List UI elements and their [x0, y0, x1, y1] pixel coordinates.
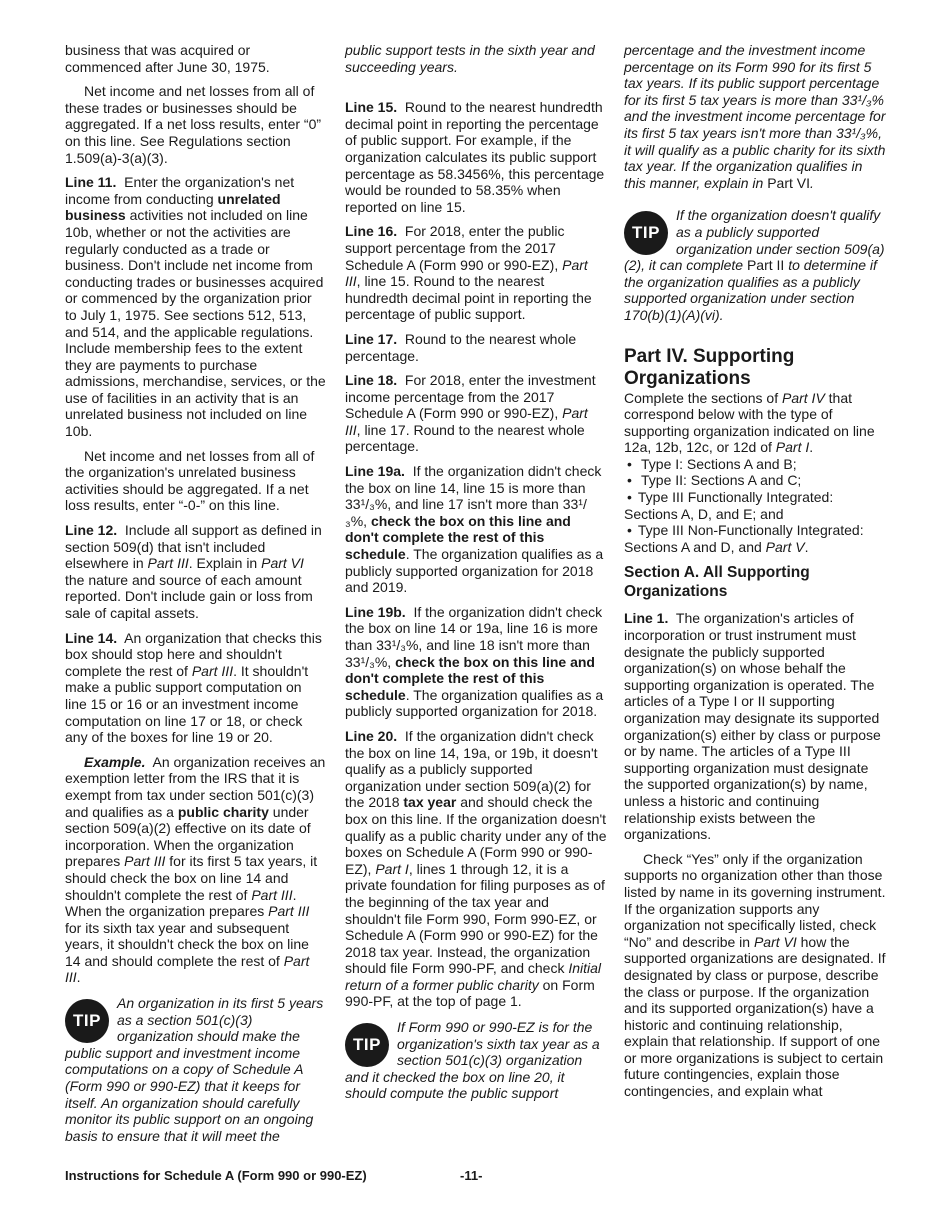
part-iv-heading: Part IV. Supporting Organizations — [624, 345, 795, 389]
tip-box — [624, 207, 886, 323]
line-label: Line 17. — [345, 330, 398, 347]
tip-box — [65, 995, 327, 1144]
tip-text: An organization in its first 5 years as a section 501(c)(3) organization should make the public support and investment income computations on a copy of Schedule A (Form 990 or 990-EZ) that it keeps for itself. An organization should carefully monitor its public support on an ongoing basis to ensure that it will meet the — [65, 995, 324, 1144]
column-2 — [345, 42, 607, 1110]
line-label: Line 16. — [345, 223, 398, 240]
tip-icon: TIP — [65, 999, 109, 1043]
line-18-paragraph: Line 18. For 2018, enter the investment income percentage from the 2017 Schedule A (Form 990 or 990-EZ), Part III, line 17. Round to the nearest whole percentage. — [345, 372, 596, 455]
tip-text: If the organization doesn't qualify as a publicly supported organization under section 509(a)(2), it can complete Part II to determine if the organization qualifies as a publicly supported organization under section 170(b)(1)(A)(vi). — [624, 207, 885, 323]
section-a-heading: Section A. All Supporting Organizations — [624, 564, 810, 601]
line-label: Line 1. — [624, 610, 669, 627]
line-label: Line 11. — [65, 174, 117, 191]
line-label: Line 15. — [345, 99, 398, 116]
line-11-paragraph: Line 11. Enter the organization's net income from conducting unrelated business activities not included on line 10b, whether or not the activities are regularly conducted as a trade or business. Don't include net income from conducting trades or businesses acquired or commenced by the organization prior to July 1, 1975. See sections 512, 513, and 514, and the applicable regulations. Include membership fees to the extent they are payments to purchase admissions, merchandise, services, or the use of facilities in an activity that is an unrelated business not included on line 10b. — [65, 174, 326, 440]
line-1-paragraph: Line 1. The organization's articles of incorporation or trust instrument must designate the publicly supported organization(s) on whose behalf the supporting organization is operated. The articles of a Type I or II supporting organization may designate its supported organization(s) either by class or purpose or by name. The articles of a Type III supporting organization must designate the supported organization(s) by name, unless a historic and continuing relationship exists between the organizations. — [624, 610, 881, 843]
line-20-paragraph: Line 20. If the organization didn't check the box on line 14, 19a, or 19b, it doesn't qualify as a publicly supported organization under section 509(a)(2) for the 2018 tax year and should check the box on this line. If the organization doesn't qualify as a public charity under any of the boxes on Schedule A (Form 990 or 990-EZ), Part I, lines 1 through 12, it is a private foundation for filing purposes as of the beginning of the tax year and shouldn't file Form 990, Form 990-EZ, or Schedule A (Form 990 or 990-EZ) for the 2018 tax year. Instead, the organization should file Form 990-PF, and check Initial return of a former public charity on Form 990-PF, at the top of page 1. — [345, 727, 607, 1010]
line-label: Line 19b. — [345, 603, 406, 620]
line-14-paragraph: Line 14. An organization that checks this box should stop here and shouldn't complete the rest of Part III. It shouldn't make a public support computation on line 15 or 16 or an investment income computation on line 17 or 18, or check any of the boxes for line 19 or 20. — [65, 629, 322, 746]
list-item: • Type III Non-Functionally Integrated: Sections A and D, and Part V. — [624, 522, 864, 555]
column-3 — [624, 42, 886, 1108]
line-17-paragraph: Line 17. Round to the nearest whole percentage. — [345, 330, 577, 364]
list-item: • Type II: Sections A and C; — [627, 472, 802, 489]
footer-title: Instructions for Schedule A (Form 990 or 990-EZ) — [65, 1168, 367, 1183]
line-label: Line 19a. — [345, 463, 405, 480]
tip-continuation: percentage and the investment income percentage on its Form 990 for its first 5 tax years. If its public support percentage for its first 5 tax years is more than 33¹/₃% and the investment income percentage for its first 5 tax years isn't more than 33¹/₃%, it will qualify as a public charity for its sixth tax year. If the organization qualifies in this manner, explain in Part VI. — [624, 42, 886, 191]
line-12-paragraph: Line 12. Include all support as defined in section 509(d) that isn't included elsewhere in Part III. Explain in Part VI the nature and source of each amount reported. Don't include gain or loss from sale of capital assets. — [65, 522, 322, 621]
line-label: Line 12. — [65, 522, 118, 539]
page-number: -11- — [460, 1168, 483, 1183]
part-iv-intro: Complete the sections of Part IV that correspond below with the type of supporting organization indicated on line 12a, 12b, 12c, or 12d of Part I. — [624, 389, 875, 456]
tip-box — [345, 1019, 607, 1102]
paragraph: Check “Yes” only if the organization supports no organization other than those listed by name in its governing instrument. If the organization supports any organization not specifically listed, check “No” and describe in Part VI how the supported organizations are designated. If designated by class or purpose, describe the class or purpose. If the organization and its supported organization(s) have a historic and continuing relationship, explain that relationship. If support of one or more organizations is subject to certain future contingencies, explain those contingencies, and explain what — [624, 850, 886, 1100]
line-label: Line 14. — [65, 629, 118, 646]
list-item: • Type III Functionally Integrated: Sections A, D, and E; and — [624, 489, 834, 522]
paragraph: Net income and net losses from all of the organization's unrelated business activities should be aggregated. If a net loss results, enter “-0-” on this line. — [65, 447, 315, 514]
column-1 — [65, 42, 327, 1152]
paragraph: business that was acquired or commenced after June 30, 1975. — [65, 42, 270, 75]
line-15-paragraph: Line 15. Round to the nearest hundredth decimal point in reporting the percentage of public support. For example, if the organization calculates its public support percentage as 58.3456%, this percentage would be rounded to 58.35% when reported on line 15. — [345, 99, 605, 215]
line-19a-paragraph: Line 19a. If the organization didn't check the box on line 14, line 15 is more than 33¹/₃%, and line 17 isn't more than 33¹/₃%, check the box on this line and don't complete the rest of this schedule. The organization qualifies as a publicly supported organization for 2018 and 2019. — [345, 463, 604, 596]
supporting-types-list — [624, 456, 886, 556]
tip-text: If Form 990 or 990-EZ is for the organization's sixth tax year as a section 501(c)(3) organization and it checked the box on line 20, it should compute the public support — [345, 1019, 600, 1102]
tip-icon: TIP — [624, 211, 668, 255]
line-19b-paragraph: Line 19b. If the organization didn't check the box on line 14 or 19a, line 16 is more than 33¹/₃%, and line 18 isn't more than 33¹/₃%, check the box on this line and don't complete the rest of this schedule. The organization qualifies as a publicly supported organization for 2018. — [345, 603, 604, 720]
tip-continuation: public support tests in the sixth year and succeeding years. — [345, 42, 595, 75]
tip-icon: TIP — [345, 1023, 389, 1067]
paragraph: Net income and net losses from all of these trades or businesses should be aggregated. If a net loss results, enter “0” on this line. See Regulations section 1.509(a)-3(a)(3). — [65, 83, 322, 166]
line-16-paragraph: Line 16. For 2018, enter the public support percentage from the 2017 Schedule A (Form 990 or 990-EZ), Part III, line 15. Round to the nearest hundredth decimal point in reporting the percentage of public support. — [345, 223, 592, 323]
example-label: Example. — [84, 753, 146, 770]
example-paragraph: Example. An organization receives an exemption letter from the IRS that it is exempt from tax under section 501(c)(3) and qualifies as a public charity under section 509(a)(2) effective on its date of incorporation. When the organization prepares Part III for its first 5 tax years, it should check the box on line 14 and shouldn't complete the rest of Part III. When the organization prepares Part III for its sixth tax year and subsequent years, it shouldn't check the box on line 14 and should complete the rest of Part III. — [65, 753, 326, 986]
line-label: Line 18. — [345, 372, 398, 389]
list-item: • Type I: Sections A and B; — [627, 455, 797, 472]
line-label: Line 20. — [345, 727, 398, 744]
